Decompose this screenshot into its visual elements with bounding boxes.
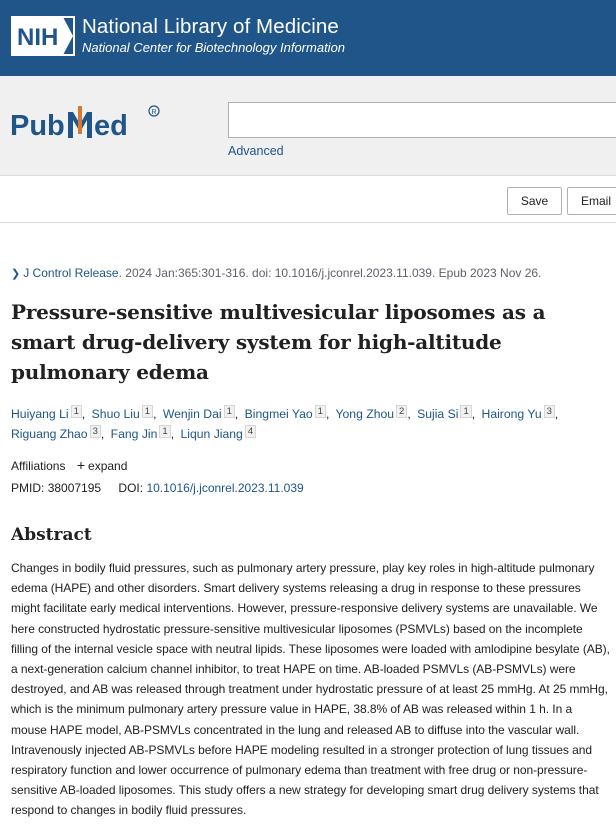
author-name-link[interactable]: Shuo Liu [91, 407, 140, 421]
affiliation-number-button[interactable]: 1 [315, 405, 326, 418]
abstract-heading: Abstract [11, 525, 92, 545]
author-separator: , [81, 407, 86, 421]
save-button[interactable]: Save [507, 187, 562, 215]
article-title: Pressure-sensitive multivesicular liposomes as a smart drug-delivery system for high-altitude pulmonary edema [11, 300, 546, 384]
affiliation-number-button[interactable]: 2 [396, 405, 407, 418]
chevron-right-icon[interactable]: ❯ [11, 268, 21, 280]
expand-affiliations-button[interactable] [77, 459, 128, 473]
search-input[interactable] [228, 102, 616, 138]
svg-text:Pub: Pub [10, 110, 65, 142]
author-name-link[interactable]: Bingmei Yao [244, 407, 313, 421]
author-item [163, 407, 241, 421]
author-name-link[interactable]: Liqun Jiang [180, 427, 243, 441]
nih-logo-icon[interactable] [11, 16, 75, 56]
email-button[interactable]: Email [567, 187, 616, 215]
affiliation-number-button[interactable]: 1 [142, 405, 153, 418]
author-name-link[interactable]: Wenjin Dai [162, 407, 222, 421]
affiliation-number-button[interactable]: 1 [71, 405, 82, 418]
affiliation-number-button[interactable]: 1 [224, 405, 235, 418]
author-item [245, 407, 333, 421]
author-separator: , [153, 407, 157, 421]
affiliation-number-button[interactable]: 4 [245, 425, 256, 438]
affiliation-number-button[interactable]: 1 [460, 405, 471, 418]
author-item [92, 407, 160, 421]
author-item [180, 427, 256, 441]
abstract-text: Changes in bodily fluid pressures, such as pulmonary artery pressure, play key roles in high-altitude pulmonary edema (HAPE) and other disorders. Smart delivery systems releasing a drug in response to these pressures might facilitate early medical interventions. However, pressure-responsive delivery systems are unavailable. We here constructed hydrostatic pressure-sensitive multivesicular liposomes (PSMVLs) based on the incomplete filling of the internal vesicle space with neutral lipids. These liposomes were loaded with amlodipine besylate (AB), a next-generation calcium channel inhibitor, to treat HAPE on time. AB-loaded PSMVLs (AB-PSMVLs) were destroyed, and AB was released through treatment under hydrostatic pressure of at least 25 mmHg. At 25 mmHg, which is the minimum pulmonary artery pressure value in HAPE, 38.8% of AB was released within 1 h. In a mouse HAPE model, AB-PSMVLs concentrated in the lung and released AB to diffuse into the vascular wall. Intravenously injected AB-PSMVLs before HAPE modeling resulted in a stronger protection of lung tissues and respiratory function and lower occurrence of pulmonary edema than treatment with free drug or non-pressure-sensitive AB-loaded liposomes. This study offers a new strategy for developing smart drug delivery systems that respond to changes in bodily fluid pressures. [11, 561, 610, 818]
citation [11, 266, 541, 280]
author-item [11, 407, 88, 421]
author-item [417, 407, 478, 421]
svg-text:R: R [151, 109, 157, 116]
author-separator: , [407, 407, 411, 421]
affiliation-number-button[interactable]: 3 [90, 425, 101, 438]
author-separator: , [170, 427, 175, 441]
author-item [11, 427, 107, 441]
author-item [336, 407, 414, 421]
author-separator: , [234, 407, 239, 421]
doi-link[interactable]: 10.1016/j.jconrel.2023.11.039 [146, 481, 304, 495]
author-name-link[interactable]: Yong Zhou [335, 407, 395, 421]
author-separator: , [325, 407, 330, 421]
affiliations-row [11, 457, 127, 473]
authors-list [11, 404, 607, 444]
doi-label: DOI: [118, 481, 144, 495]
author-item [111, 427, 177, 441]
author-name-link[interactable]: Riguang Zhao [11, 427, 88, 441]
svg-text:ed: ed [94, 110, 128, 142]
author-separator: , [100, 427, 105, 441]
author-separator: , [554, 407, 559, 421]
nih-subtitle: National Center for Biotechnology Information [82, 40, 346, 55]
plus-icon: + [76, 457, 86, 473]
pubmed-header [0, 76, 616, 176]
citation-details: . 2024 Jan:365:301-316. doi: 10.1016/j.jconrel.2023.11.039. Epub 2023 Nov 26. [118, 266, 542, 280]
identifiers [11, 481, 304, 495]
author-item [482, 407, 562, 421]
expand-label: expand [88, 459, 128, 473]
nih-title[interactable]: National Library of Medicine [82, 15, 339, 38]
journal-link[interactable]: J Control Release [23, 266, 119, 280]
author-name-link[interactable]: Hairong Yu [481, 407, 542, 421]
pmid-value: 38007195 [47, 481, 102, 495]
author-name-link[interactable]: Sujia Si [417, 407, 459, 421]
affiliation-number-button[interactable]: 1 [159, 425, 170, 438]
author-separator: , [471, 407, 476, 421]
nih-banner [0, 0, 616, 76]
author-name-link[interactable]: Fang Jin [110, 427, 158, 441]
advanced-search-link[interactable]: Advanced [228, 144, 284, 158]
author-name-link[interactable]: Huiyang Li [11, 407, 69, 421]
action-bar [0, 177, 616, 223]
affiliation-number-button[interactable]: 3 [544, 405, 555, 418]
pubmed-logo[interactable] [10, 98, 170, 148]
pmid-label: PMID: [11, 481, 45, 495]
svg-text:NIH: NIH [17, 24, 59, 51]
affiliations-label: Affiliations [11, 459, 66, 473]
